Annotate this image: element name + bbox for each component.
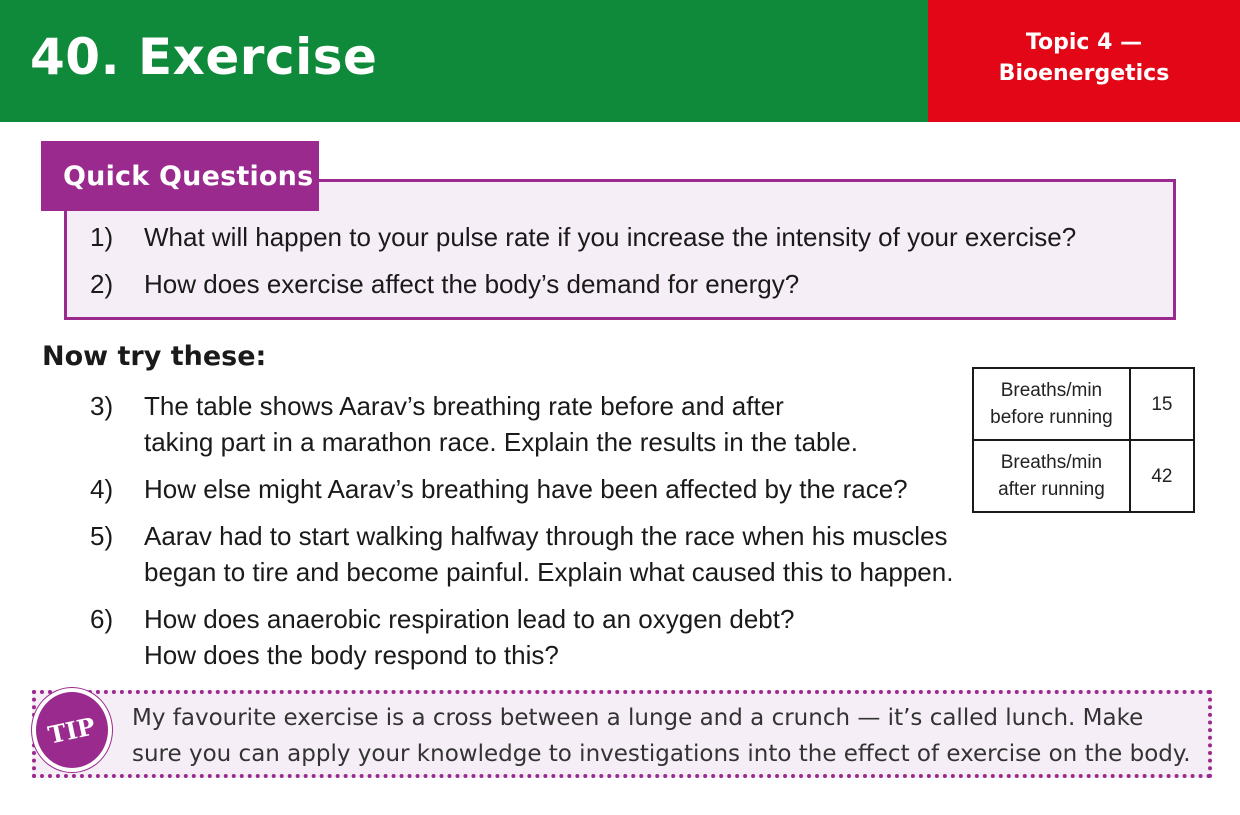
question-text: What will happen to your pulse rate if you increase the intensity of your exercise? <box>144 222 1077 252</box>
question-text: Aarav had to start walking halfway through the race when his muscles <box>144 521 948 551</box>
question-text: How else might Aarav’s breathing have been affected by the race? <box>144 474 908 504</box>
tip-line: sure you can apply your knowledge to investigations into the effect of exercise on the body. <box>132 741 1191 767</box>
topic-name: Bioenergetics <box>998 61 1170 86</box>
table-row <box>973 368 1194 440</box>
question-text-continued: began to tire and become painful. Explain what caused this to happen. <box>144 557 954 587</box>
question-number: 6) <box>90 604 114 634</box>
page-title: 40. Exercise <box>30 28 378 86</box>
question-number: 5) <box>90 521 114 551</box>
topic-label: Topic 4 — <box>1025 30 1143 55</box>
table-cell-value: 15 <box>1130 368 1194 440</box>
question-number: 1) <box>90 222 114 252</box>
table-row <box>973 440 1194 512</box>
tip-badge <box>32 688 112 772</box>
topic-banner <box>928 0 1240 122</box>
question-number: 4) <box>90 474 114 504</box>
quick-questions-label: Quick Questions <box>63 160 314 192</box>
question-number: 2) <box>90 269 114 299</box>
question-text: How does exercise affect the body’s demand for energy? <box>144 269 800 299</box>
breathing-rate-table <box>972 367 1195 513</box>
row-label-line: after running <box>998 479 1105 500</box>
row-label-line: Breaths/min <box>1000 452 1103 473</box>
table-cell-label <box>973 440 1130 512</box>
row-label-line: Breaths/min <box>1000 380 1103 401</box>
question-text-continued: How does the body respond to this? <box>144 640 559 670</box>
table-cell-label <box>973 368 1130 440</box>
question-text: The table shows Aarav’s breathing rate before and after <box>144 391 784 421</box>
tip-line: My favourite exercise is a cross between a lunge and a crunch — it’s called lunch. Make <box>132 705 1144 731</box>
question-number: 3) <box>90 391 114 421</box>
tip-badge-label: TIP <box>45 710 99 750</box>
section-heading: Now try these: <box>42 341 267 372</box>
header-banner <box>0 0 928 122</box>
question-text-continued: taking part in a marathon race. Explain the results in the table. <box>144 427 858 457</box>
quick-questions-tab <box>41 141 319 211</box>
row-label-line: before running <box>990 407 1113 428</box>
tip-text <box>132 700 1192 772</box>
question-text: How does anaerobic respiration lead to an oxygen debt? <box>144 604 795 634</box>
table-cell-value: 42 <box>1130 440 1194 512</box>
